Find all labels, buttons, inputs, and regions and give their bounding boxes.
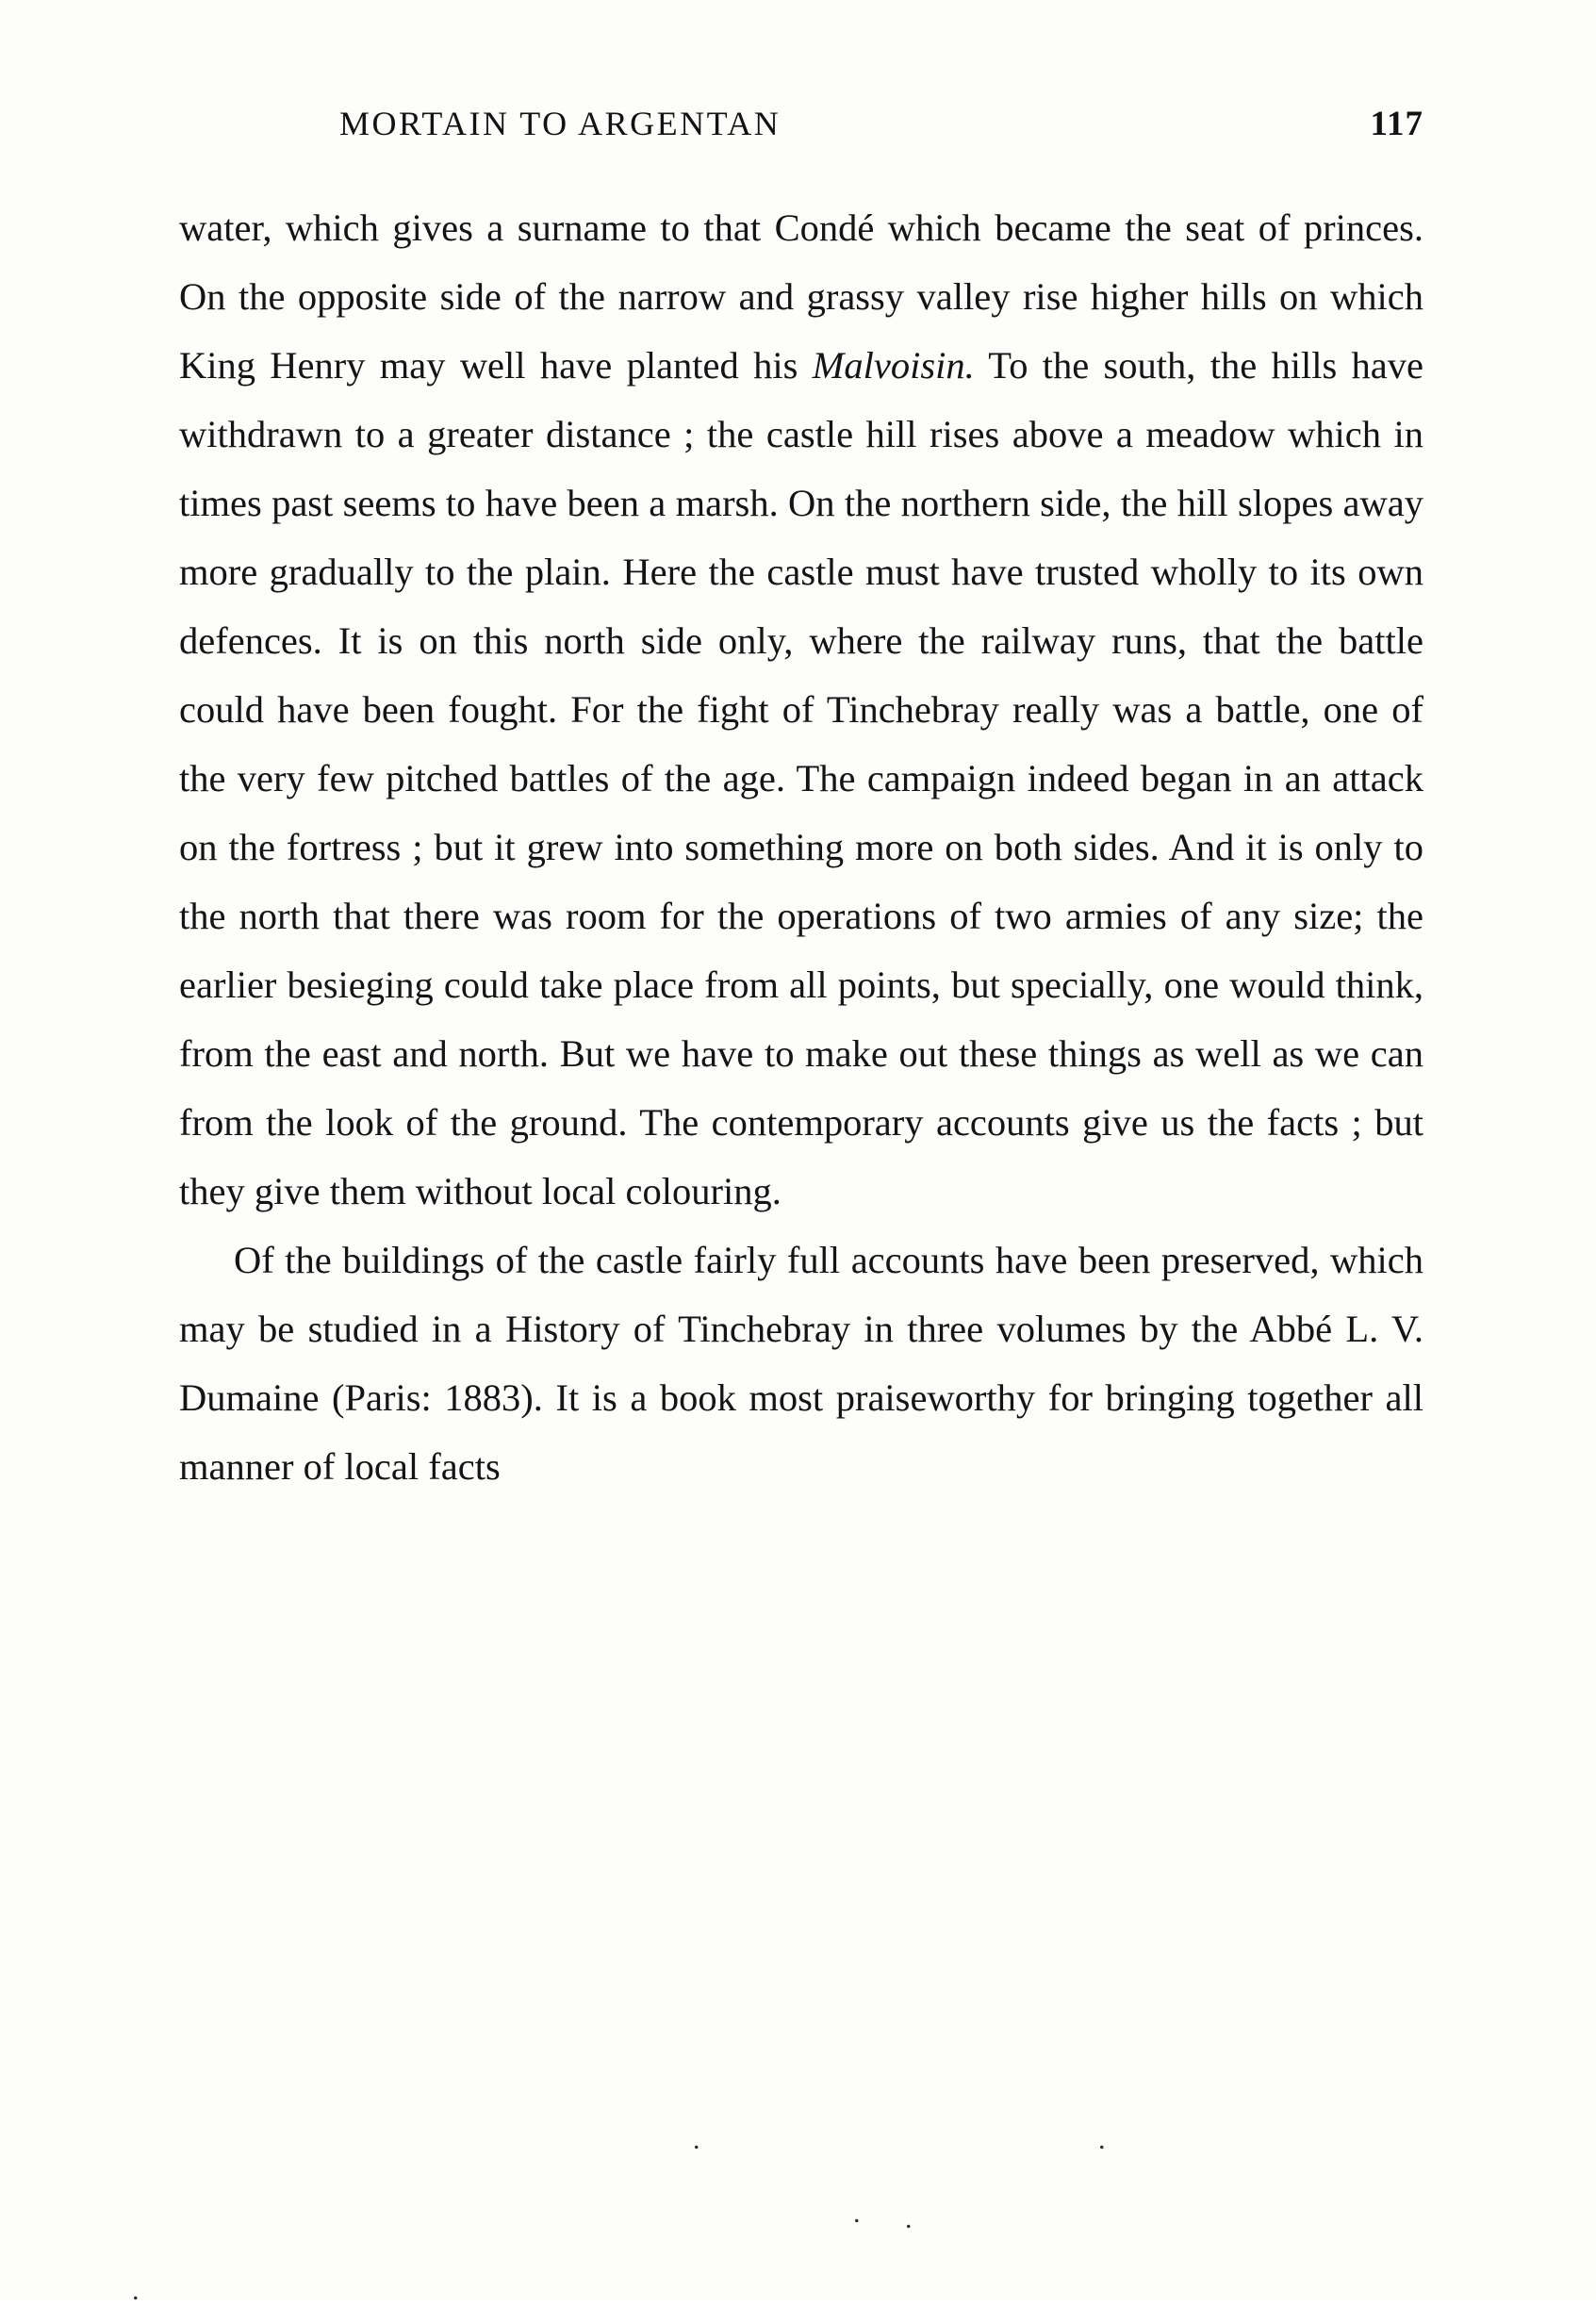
ink-mark: . [693,2124,700,2155]
paragraph [179,193,1423,1226]
page-number: 117 [1370,105,1423,143]
ink-mark: . [853,2198,861,2229]
body-text-column [179,193,1423,1501]
running-title: MORTAIN TO ARGENTAN [339,105,782,142]
page-header [179,104,1423,144]
text-run: Of the buildings of the castle fairly full accounts have been preserved, which may be studied in a History of Tinchebray in three volumes by the Abbé L. V. Dumaine (Paris: 1883). It is a book most praiseworthy for bringing together all manner of local facts [179,1239,1423,1488]
ink-mark: . [132,2275,140,2306]
italic-phrase: Malvoisin. [812,344,975,387]
page-footer-marks [0,2124,1596,2306]
text-run: To the south, the hills have withdrawn to a greater distance ; the castle hill rises above a meadow which in times past seems to have been a marsh. On the northern side, the hill slopes away more gradually to the plain. Here the castle must have trusted wholly to its own defences. It is on this north side only, where the railway runs, that the battle could have been fought. For the fight of Tinchebray really was a battle, one of the very few pitched battles of the age. The campaign indeed began in an attack on the fortress ; but it grew into something more on both sides. And it is only to the north that there was room for the operations of two armies of any size; the earlier besieging could take place from all points, but specially, one would think, from the east and north. But we have to make out these things as well as we can from the look of the ground. The contemporary accounts give us the facts ; but they give them without local colouring. [179,344,1423,1212]
ink-mark: . [905,2203,913,2234]
ink-mark: . [1098,2124,1106,2155]
paragraph [179,1226,1423,1501]
text-run: water, which gives a surname to that Condé which became the seat of princes. On the opposite side of the narrow and grassy valley rise higher hills on which King Henry may well have planted his [179,206,1423,387]
